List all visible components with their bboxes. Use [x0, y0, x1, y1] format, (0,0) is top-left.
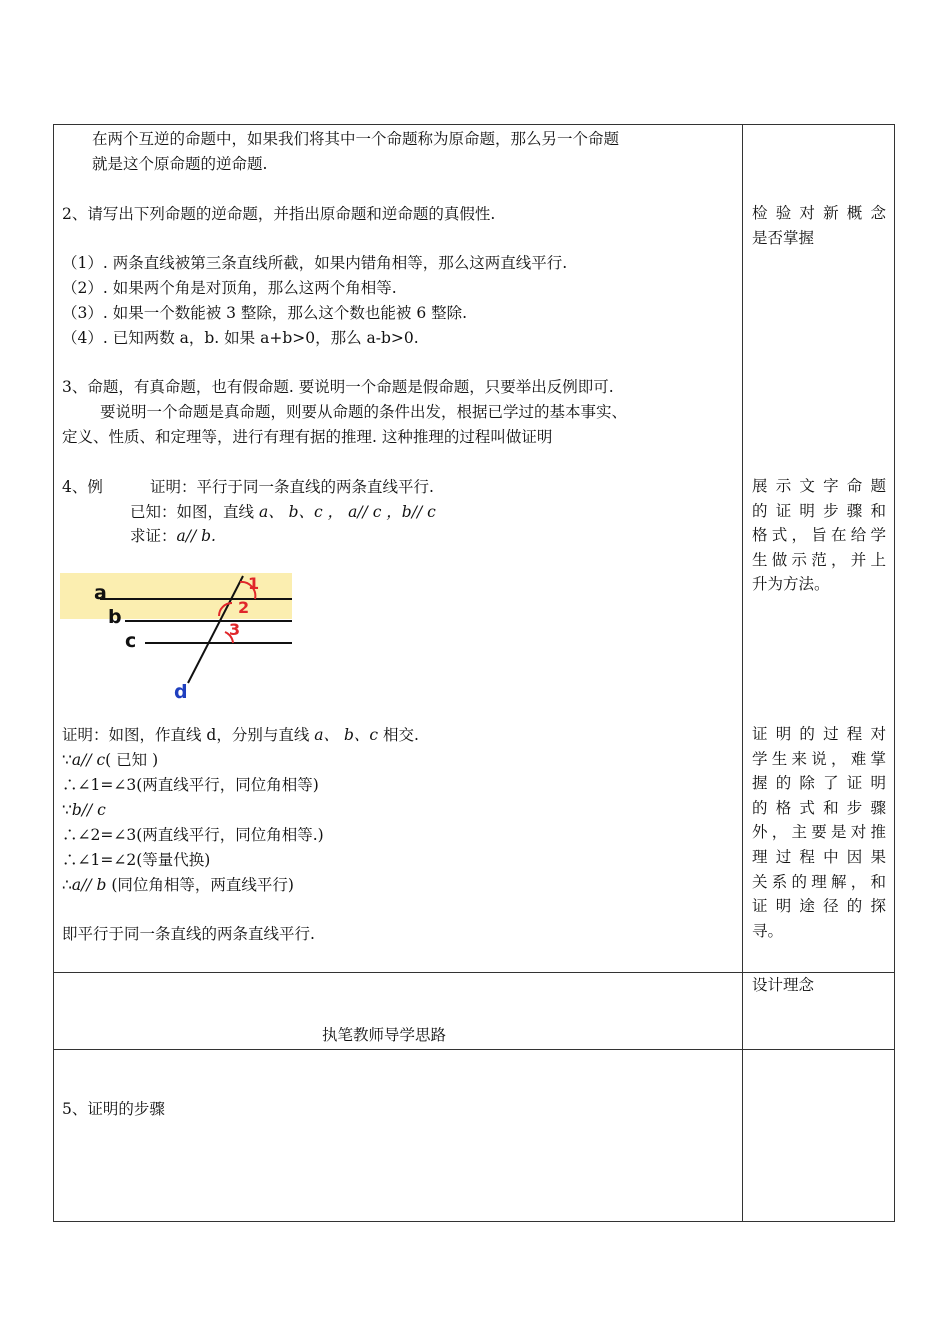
content-cell [54, 125, 743, 973]
proof-math: a// b [71, 876, 107, 894]
lesson-plan-table [53, 124, 895, 1222]
note-line: 升为方法。 [752, 575, 830, 594]
note-line: 生做示范，并上 [752, 550, 886, 569]
note-line: 外，主要是对推 [752, 823, 886, 842]
given-prefix: 已知：如图，直线 [130, 503, 255, 521]
design-concept-heading: 设计理念 [752, 976, 815, 994]
proof-step [62, 849, 210, 871]
section-3-line1: 3、命题，有真命题，也有假命题. 要说明一个命题是假命题，只要举出反例即可. [62, 378, 614, 396]
note-line: 的证明步骤和 [752, 501, 886, 520]
header-row-left [54, 973, 743, 1050]
note-line: 寻。 [752, 921, 784, 940]
proof-intro-vars: a、 b、c [314, 726, 379, 744]
proof-intro-suffix: 相交. [383, 726, 419, 744]
note-line: 格式，旨在给学 [752, 526, 886, 545]
proof-symbol: ∴ [62, 776, 78, 794]
exercise-2-item-4: （4）. 已知两数 a，b. 如果 a+b>0，那么 a-b>0. [62, 329, 419, 347]
exercise-2-title: 2、请写出下列命题的逆命题，并指出原命题和逆命题的真假性. [62, 205, 496, 223]
note-line: 学生来说，难掌 [752, 749, 886, 768]
note-line: 是否掌握 [752, 228, 815, 247]
label-angle-2: 2 [238, 598, 250, 617]
proof-step [62, 774, 319, 796]
converse-definition-line2: 就是这个原命题的逆命题. [92, 155, 268, 173]
proof-intro-prefix: 证明：如图，作直线 d，分别与直线 [62, 726, 310, 744]
proof-text: (同位角相等，两直线平行) [106, 876, 294, 894]
example-prove [130, 525, 216, 547]
note-line: 证明的过程对 [752, 725, 886, 743]
example-statement: 证明：平行于同一条直线的两条直线平行. [150, 478, 434, 496]
label-c: c [125, 630, 137, 652]
section-3-line3: 定义、性质、和定理等，进行有理有据的推理. 这种推理的过程叫做证明 [62, 428, 553, 446]
proof-math: b// c [71, 801, 106, 819]
exercise-2-item-2: （2）. 如果两个角是对顶角，那么这两个角相等. [62, 279, 397, 297]
label-d: d [174, 681, 188, 701]
header-row-right [743, 973, 895, 1050]
proof-text: ∠1=∠3(两直线平行，同位角相等) [77, 776, 319, 794]
proof-symbol: ∴ [62, 876, 72, 894]
label-angle-3: 3 [229, 620, 241, 639]
proof-math: a// c [71, 751, 106, 769]
given-vars: a、 b、c ， a// c ，b// c [258, 503, 436, 521]
proof-text: ∠2=∠3(两直线平行，同位角相等.) [77, 826, 324, 844]
proof-step [62, 824, 324, 846]
note-3 [752, 722, 886, 943]
proof-conclusion: 即平行于同一条直线的两条直线平行. [62, 925, 315, 943]
parallel-lines-figure [60, 571, 300, 701]
section-5-notes-cell [743, 1050, 895, 1222]
converse-definition-line1: 在两个互逆的命题中，如果我们将其中一个命题称为原命题，那么另一个命题 [92, 130, 620, 148]
note-line: 检验对新概念 [752, 204, 886, 222]
proof-step [62, 874, 294, 896]
proof-symbol: ∴ [62, 826, 78, 844]
prove-prefix: 求证： [130, 527, 177, 545]
prove-vars: a// b. [176, 527, 216, 545]
proof-step [62, 749, 158, 771]
note-line: 理过程中因果 [752, 847, 886, 866]
note-line: 的格式和步骤 [752, 798, 886, 817]
proof-symbol: ∵ [62, 801, 72, 819]
proof-text: ∠1=∠2(等量代换) [77, 851, 211, 869]
proof-intro [62, 724, 419, 746]
example-given [130, 501, 436, 523]
label-angle-1: 1 [248, 574, 260, 593]
example-label: 4、例 [62, 478, 103, 496]
label-b: b [108, 606, 122, 628]
notes-cell [743, 125, 895, 973]
teacher-guide-heading: 执笔教师导学思路 [322, 1026, 447, 1044]
section-3-line2: 要说明一个命题是真命题，则要从命题的条件出发，根据已学过的基本事实、 [100, 403, 628, 421]
note-1 [752, 201, 886, 250]
proof-step [62, 799, 106, 821]
label-a: a [94, 582, 107, 604]
proof-symbol: ∴ [62, 851, 78, 869]
section-5-cell [54, 1050, 743, 1222]
proof-text: ( 已知 ) [105, 751, 159, 769]
note-line: 关系的理解，和 [752, 872, 886, 891]
note-line: 证明途径的探 [752, 897, 886, 916]
section-5-title: 5、证明的步骤 [62, 1100, 165, 1118]
proof-symbol: ∵ [62, 751, 72, 769]
exercise-2-item-1: （1）. 两条直线被第三条直线所截，如果内错角相等，那么这两直线平行. [62, 254, 568, 272]
exercise-2-item-3: （3）. 如果一个数能被 3 整除，那么这个数也能被 6 整除. [62, 304, 468, 322]
note-line: 展示文字命题 [752, 477, 886, 495]
note-2 [752, 474, 886, 597]
note-line: 握的除了证明 [752, 774, 886, 793]
